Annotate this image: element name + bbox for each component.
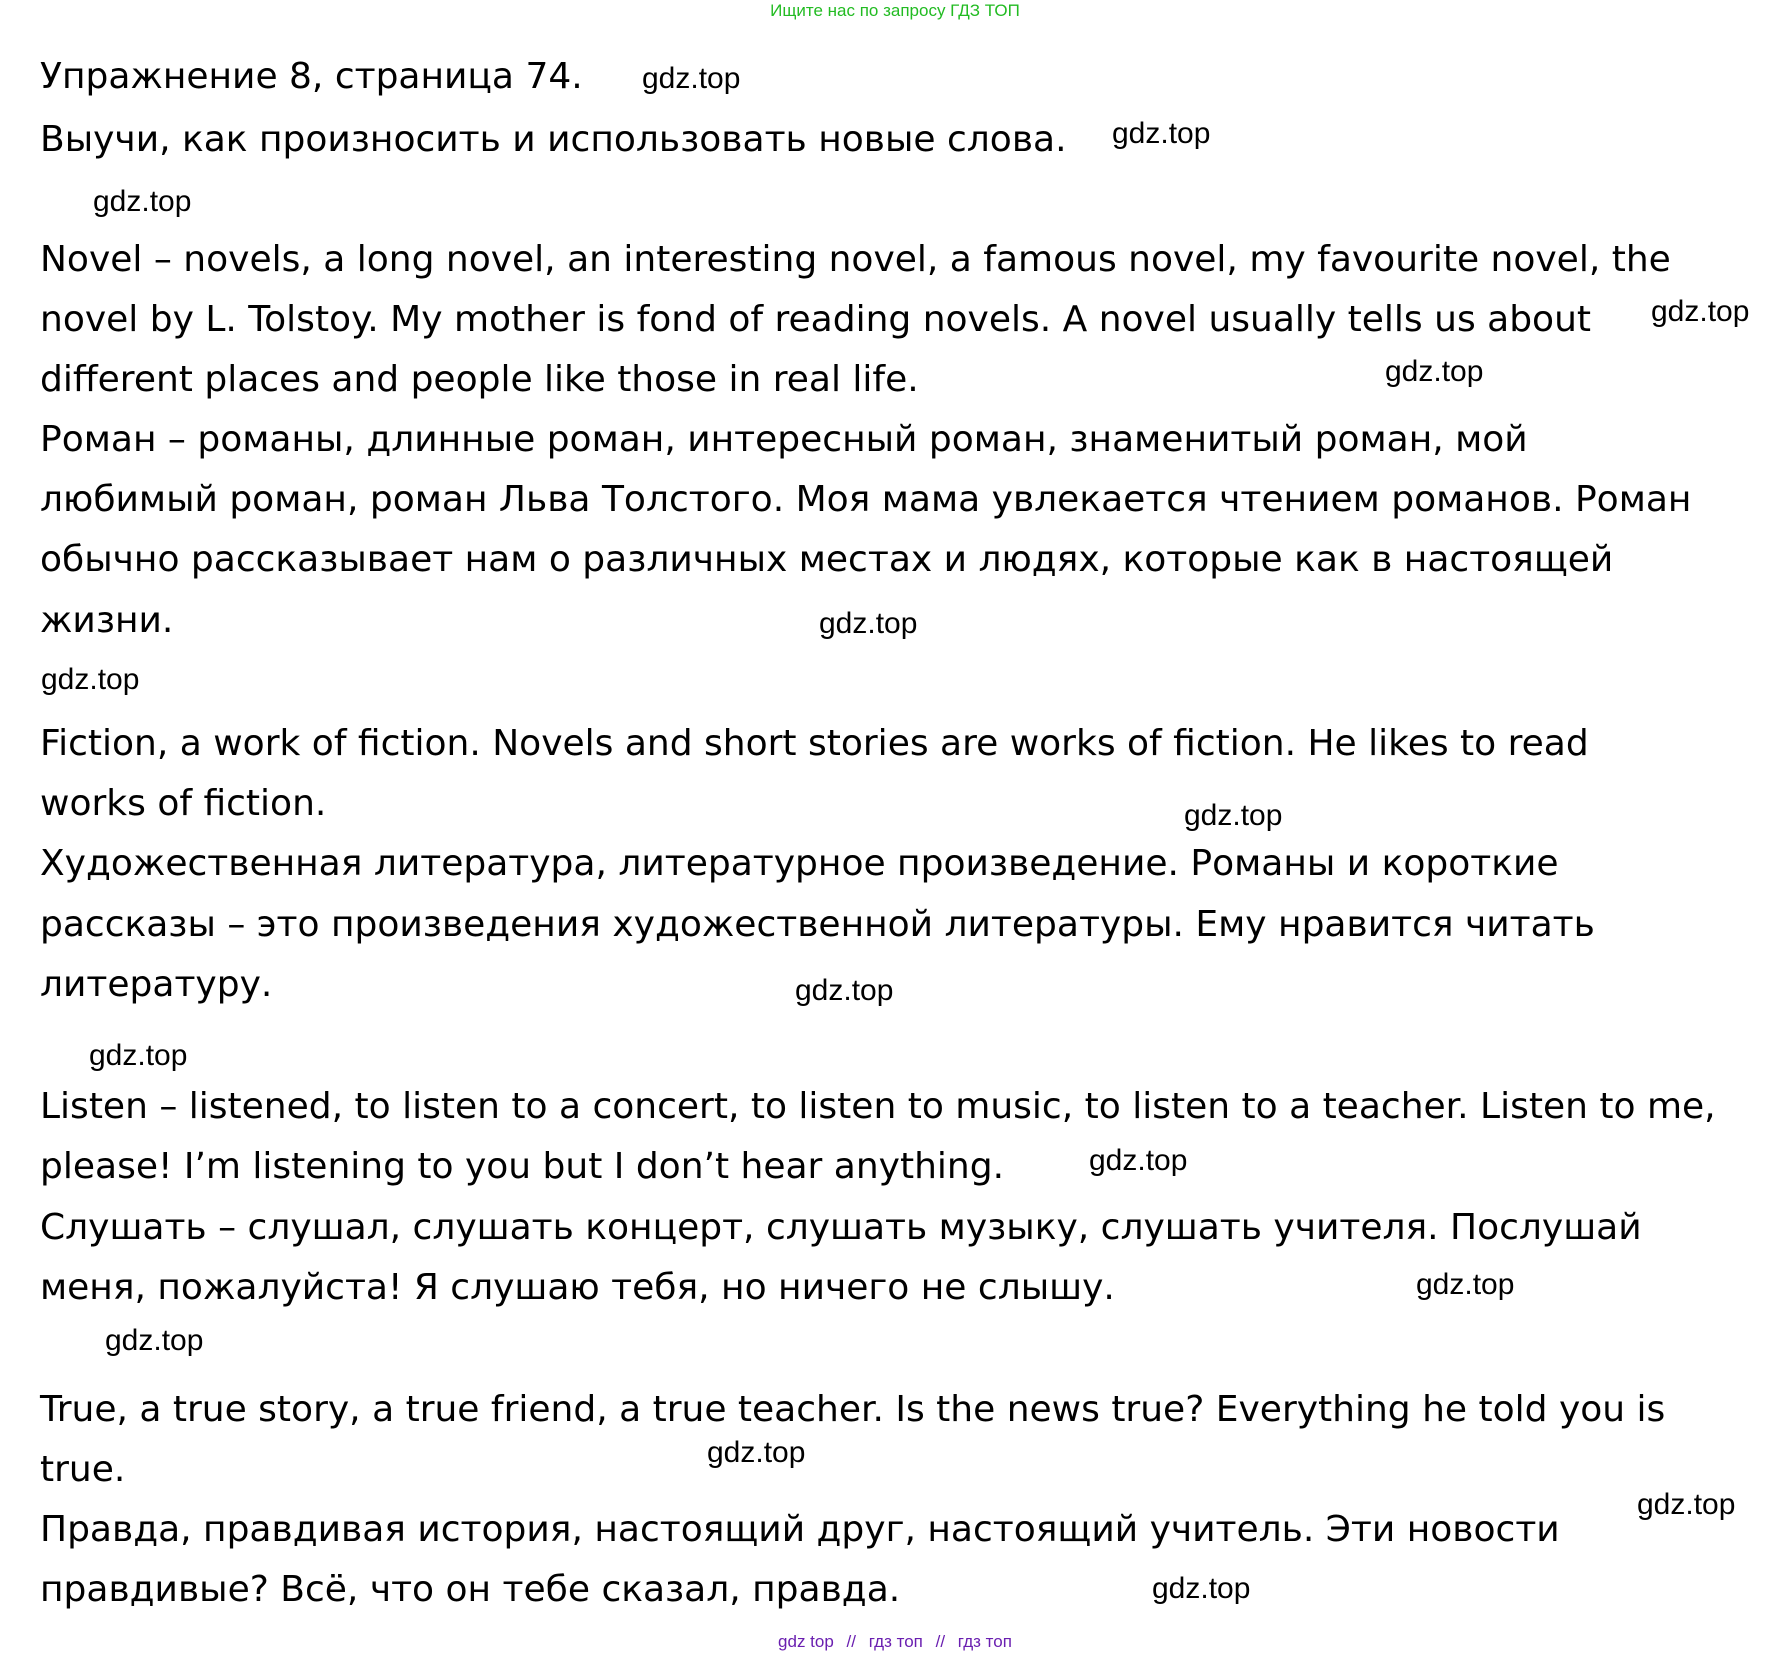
text-line: любимый роман, роман Льва Толстого. Моя мама увлекается чтением романов. Роман bbox=[40, 479, 1692, 520]
text-line: works of fiction. bbox=[40, 783, 327, 824]
text-line: novel by L. Tolstoy. My mother is fond of reading novels. A novel usually tells us about bbox=[40, 299, 1592, 340]
watermark: gdz.top bbox=[1089, 1144, 1188, 1177]
text-line: Правда, правдивая история, настоящий друг, настоящий учитель. Эти новости bbox=[40, 1509, 1560, 1550]
footer-link[interactable]: gdz top bbox=[778, 1632, 834, 1651]
watermark: gdz.top bbox=[105, 1324, 204, 1357]
watermark: gdz.top bbox=[1416, 1268, 1515, 1301]
text-line: Listen – listened, to listen to a concert, to listen to music, to listen to a teacher. Listen to me, bbox=[40, 1086, 1716, 1127]
exercise-heading: Упражнение 8, страница 74. bbox=[40, 56, 583, 97]
text-line: Fiction, a work of fiction. Novels and short stories are works of fiction. He likes to read bbox=[40, 723, 1589, 764]
exercise-instruction: Выучи, как произносить и использовать новые слова. bbox=[40, 119, 1067, 160]
top-banner: Ищите нас по запросу ГДЗ ТОП bbox=[770, 1, 1020, 20]
footer-links bbox=[0, 1631, 1790, 1653]
watermark: gdz.top bbox=[1112, 117, 1211, 150]
watermark: gdz.top bbox=[819, 607, 918, 640]
watermark: gdz.top bbox=[1651, 295, 1750, 328]
text-line: обычно рассказывает нам о различных местах и людях, которые как в настоящей bbox=[40, 539, 1614, 580]
text-line: рассказы – это произведения художественной литературы. Ему нравится читать bbox=[40, 904, 1595, 945]
text-line: Novel – novels, a long novel, an interesting novel, a famous novel, my favourite novel, the bbox=[40, 239, 1671, 280]
watermark: gdz.top bbox=[1385, 355, 1484, 388]
text-line: Роман – романы, длинные роман, интересный роман, знаменитый роман, мой bbox=[40, 419, 1528, 460]
text-line: different places and people like those in real life. bbox=[40, 359, 919, 400]
watermark: gdz.top bbox=[93, 185, 192, 218]
watermark: gdz.top bbox=[1184, 799, 1283, 832]
watermark: gdz.top bbox=[795, 974, 894, 1007]
footer-separator: // bbox=[935, 1632, 946, 1651]
footer-link[interactable]: гдз топ bbox=[868, 1632, 923, 1651]
text-line: Художественная литература, литературное произведение. Романы и короткие bbox=[40, 843, 1559, 884]
footer-link[interactable]: гдз топ bbox=[957, 1632, 1012, 1651]
text-line: жизни. bbox=[40, 600, 174, 641]
text-line: литературу. bbox=[40, 964, 273, 1005]
text-line: true. bbox=[40, 1449, 126, 1490]
text-line: меня, пожалуйста! Я слушаю тебя, но ничего не слышу. bbox=[40, 1267, 1115, 1308]
footer-separator: // bbox=[846, 1632, 856, 1651]
text-line: Слушать – слушал, слушать концерт, слушать музыку, слушать учителя. Послушай bbox=[40, 1207, 1642, 1248]
watermark: gdz.top bbox=[1152, 1572, 1251, 1605]
text-line: правдивые? Всё, что он тебе сказал, правда. bbox=[40, 1569, 901, 1610]
text-line: please! I’m listening to you but I don’t hear anything. bbox=[40, 1146, 1005, 1187]
watermark: gdz.top bbox=[41, 663, 140, 696]
watermark: gdz.top bbox=[89, 1039, 188, 1072]
watermark: gdz.top bbox=[642, 62, 741, 95]
text-line: True, a true story, a true friend, a true teacher. Is the news true? Everything he told you is bbox=[40, 1389, 1666, 1430]
watermark: gdz.top bbox=[707, 1436, 806, 1469]
watermark: gdz.top bbox=[1637, 1488, 1736, 1521]
